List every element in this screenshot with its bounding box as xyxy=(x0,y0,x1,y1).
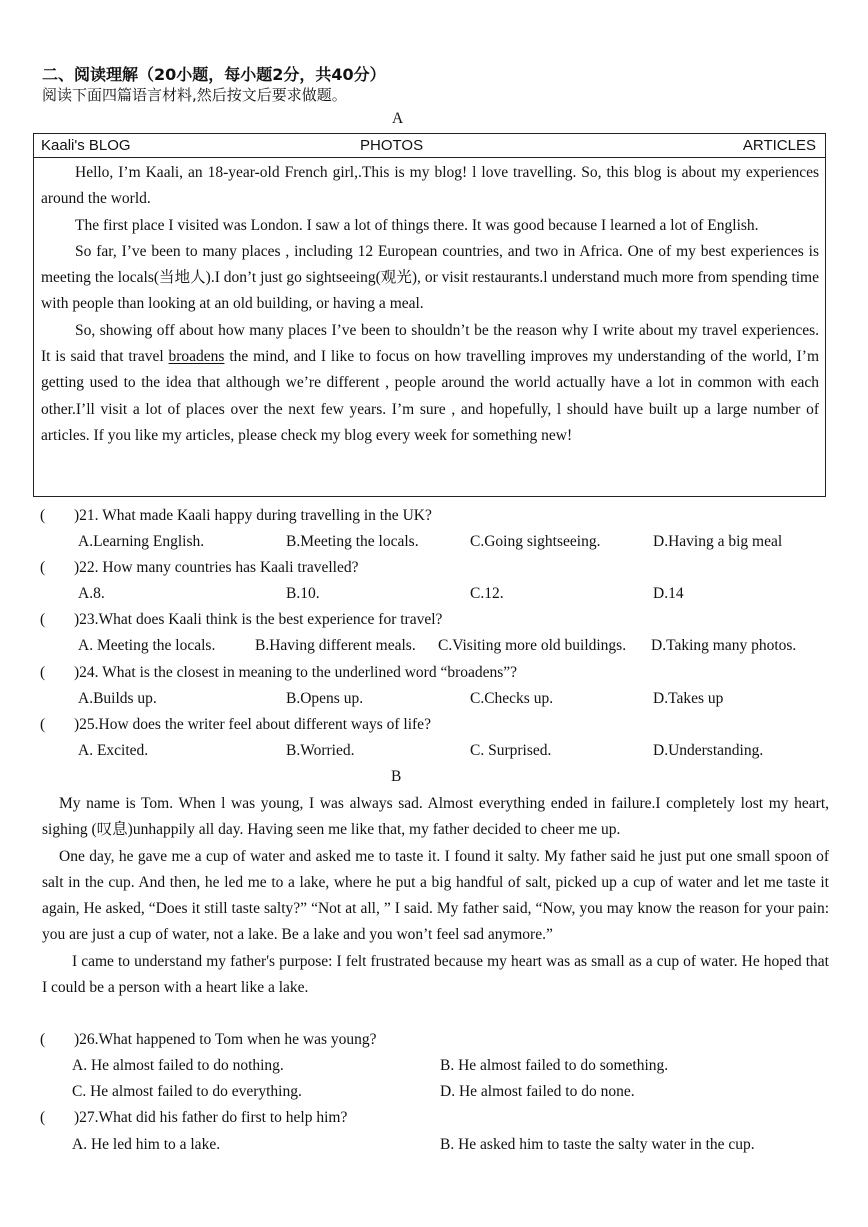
option-b: B.Opens up. xyxy=(286,690,364,707)
option-c: C.Visiting more old buildings. xyxy=(438,637,627,654)
option-a: A.Learning English. xyxy=(78,533,205,550)
answer-paren: ( xyxy=(40,507,46,524)
option-d: D. He almost failed to do none. xyxy=(440,1083,635,1100)
question-text: )25.How does the writer feel about different ways of life? xyxy=(74,716,431,733)
option-d: D.Understanding. xyxy=(653,742,764,759)
passage-b-letter: B xyxy=(391,768,402,785)
blog-header xyxy=(34,134,825,158)
blog-paragraph: Hello, I’m Kaali, an 18-year-old French girl,.This is my blog! l love travelling. So, this blog is about my experiences around the world. xyxy=(41,164,819,208)
paragraph-part: the mind, and I like to focus on how travelling improves my understanding of the world, I’m getting used to the idea that although we’re different , people around the world actually have a lot in common with each other.I’ll visit a lot of places over the next few years. I’m sure , and hopefully, l should have built up a large number of articles. If you like my articles, please check my blog every week for something new! xyxy=(41,348,820,444)
blog-articles-label: ARTICLES xyxy=(742,137,816,154)
section-instruction: 阅读下面四篇语言材料,然后按文后要求做题。 xyxy=(42,86,347,104)
option-d: D.14 xyxy=(653,585,684,602)
option-a: A.8. xyxy=(78,585,105,602)
option-c: C.Going sightseeing. xyxy=(470,533,601,550)
passage-paragraph: I came to understand my father's purpose: I felt frustrated because my heart was as small as a cup of water. He hoped that I could be a person with a heart like a lake. xyxy=(42,952,829,997)
blog-paragraph: So far, I’ve been to many places , including 12 European countries, and two in Africa. One of my best experiences is meeting the locals(当地人).I don’t just go sightseeing(观光), or visit restaurants.l understand much more from spending time with people than looking at an old building, or having a meal. xyxy=(41,242,819,313)
option-b: B. He asked him to taste the salty water in the cup. xyxy=(440,1136,755,1153)
question-text: )24. What is the closest in meaning to the underlined word “broadens”? xyxy=(74,664,518,681)
answer-paren: ( xyxy=(40,716,46,733)
answer-paren: ( xyxy=(40,1031,46,1048)
option-c: C.Checks up. xyxy=(470,690,554,707)
blog-photos-label: PHOTOS xyxy=(360,137,424,154)
passage-a-letter: A xyxy=(392,110,404,127)
paragraph-part: So, showing off about how many places I’ve been to shouldn’t be the reason why I write about my travel experiences. It is said that travel xyxy=(41,321,819,366)
option-b: B.Having different meals. xyxy=(255,637,416,654)
underlined-word: broadens xyxy=(168,348,225,366)
option-a: A. Meeting the locals. xyxy=(78,637,216,654)
answer-paren: ( xyxy=(40,664,46,681)
option-d: D.Takes up xyxy=(653,690,724,707)
option-c: C. Surprised. xyxy=(470,742,552,759)
blog-paragraph xyxy=(41,318,819,449)
answer-paren: ( xyxy=(40,1109,46,1126)
option-d: D.Taking many photos. xyxy=(651,637,797,654)
answer-paren: ( xyxy=(40,611,46,628)
blog-paragraph: The first place I visited was London. I saw a lot of things there. It was good because I learned a lot of English. xyxy=(75,216,759,234)
blog-title: Kaali's BLOG xyxy=(41,137,131,154)
blog-body xyxy=(41,160,819,449)
option-b: B. He almost failed to do something. xyxy=(440,1057,669,1074)
question-text: )22. How many countries has Kaali travelled? xyxy=(74,559,359,576)
question-text: )27.What did his father do first to help him? xyxy=(74,1109,348,1126)
option-b: B.Worried. xyxy=(286,742,355,759)
question-text: )26.What happened to Tom when he was young? xyxy=(74,1031,377,1048)
option-a: A.Builds up. xyxy=(78,690,157,707)
option-b: B.10. xyxy=(286,585,320,602)
passage-paragraph: One day, he gave me a cup of water and asked me to taste it. I found it salty. My father said he just put one small spoon of salt in the cup. And then, he led me to a lake, where he put a big handful of salt, picked up a cup of water and let me taste it again, He asked, “Does it still taste salty?” “Not at all, ” I said. My father said, “Now, you may know the reason for your pain: you are just a cup of water, not a lake. Be a lake and you won’t feel sad anymore.” xyxy=(42,847,829,944)
question-text: )21. What made Kaali happy during travelling in the UK? xyxy=(74,507,432,524)
passage-b-body xyxy=(42,791,829,1001)
blog-box xyxy=(33,133,826,497)
option-b: B.Meeting the locals. xyxy=(286,533,419,550)
passage-paragraph: My name is Tom. When l was young, I was always sad. Almost everything ended in failure.I completely lost my heart, sighing (叹息)unhappily all day. Having seen me like that, my father decided to cheer me up. xyxy=(42,795,829,839)
option-d: D.Having a big meal xyxy=(653,533,783,550)
question-text: )23.What does Kaali think is the best experience for travel? xyxy=(74,611,443,628)
section-title: 二、阅读理解（20小题，每小题2分，共40分） xyxy=(42,65,386,84)
option-c: C. He almost failed to do everything. xyxy=(72,1083,302,1100)
answer-paren: ( xyxy=(40,559,46,576)
option-a: A. He almost failed to do nothing. xyxy=(72,1057,284,1074)
option-c: C.12. xyxy=(470,585,504,602)
option-a: A. Excited. xyxy=(78,742,149,759)
option-a: A. He led him to a lake. xyxy=(72,1136,221,1153)
